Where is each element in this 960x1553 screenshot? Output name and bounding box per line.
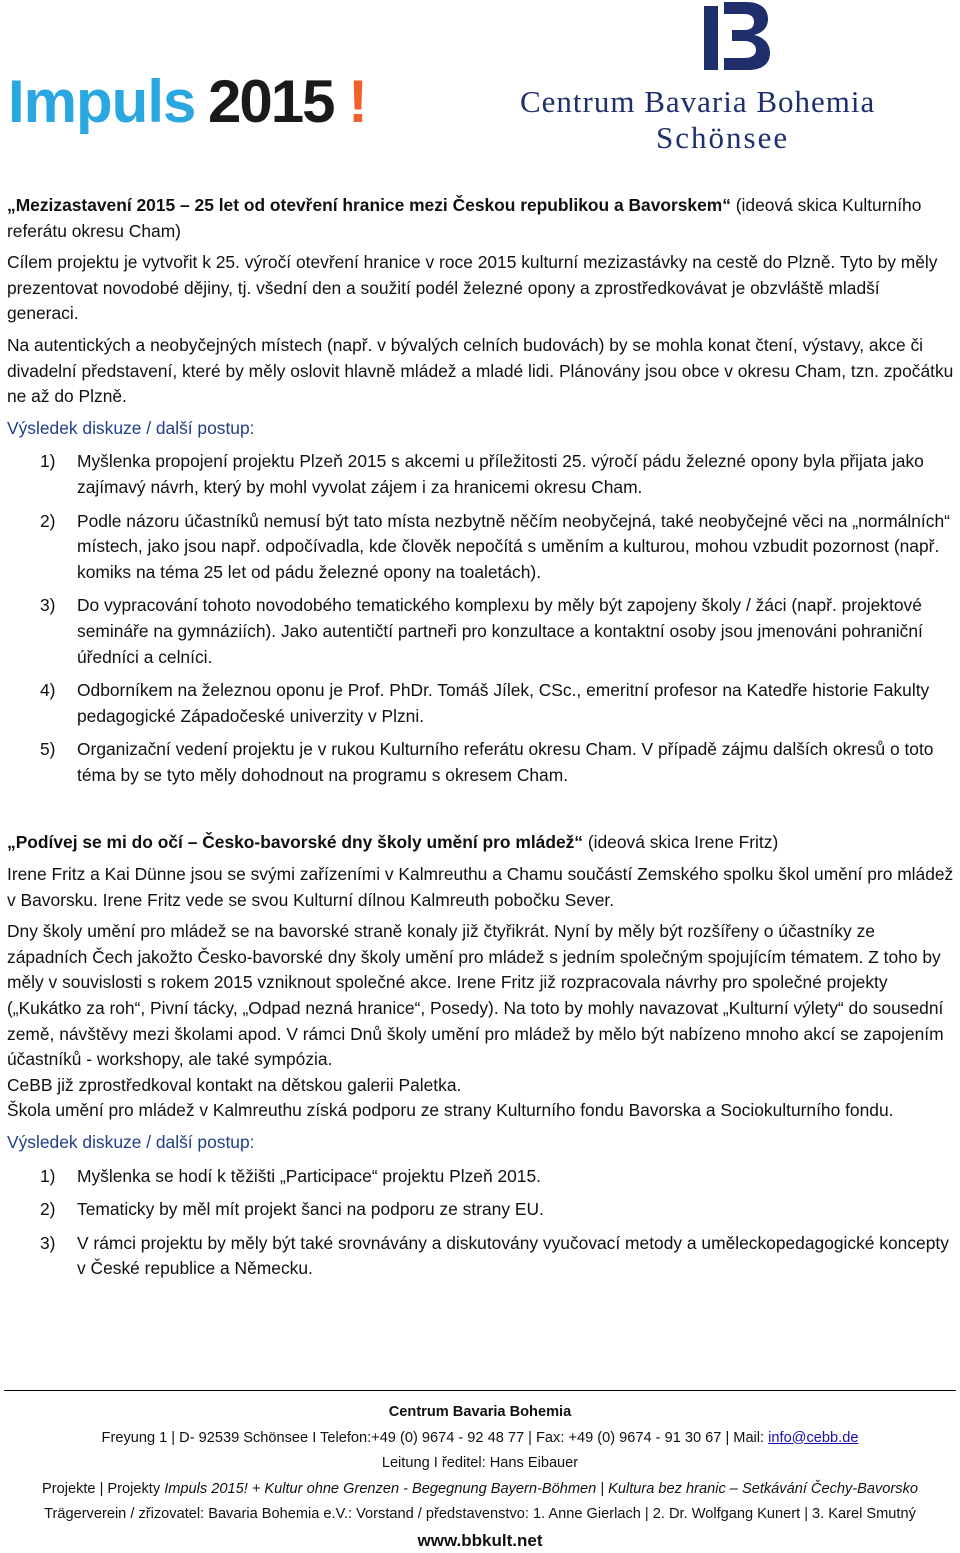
- section1-title: [7, 193, 955, 244]
- list-item: 2) Tematicky by měl mít projekt šanci na podporu ze strany EU.: [7, 1197, 955, 1223]
- footer: [0, 1400, 960, 1553]
- svg-text:!: !: [348, 70, 368, 134]
- impuls-2015-logo: [8, 70, 388, 134]
- section1-para1: Cílem projektu je vytvořit k 25. výročí otevření hranice v roce 2015 kulturní mezizastávky na cestě do Plzně. Tyto by měly prezentovat novodobé dějiny, tj. všední den a soužití podél železné opony a zprostředkovávat je obzvláště mladší generaci.: [7, 250, 955, 327]
- list-item: 2) Podle názoru účastníků nemusí být tato místa nezbytně něčím neobyčejná, také neobyčejné věci na „normálních“ místech, jako jsou např. odpočívadla, kde člověk nepočítá s uměním a kulturou, mohou vzbudit pozornost (např. komiks na téma 25 let od pádu železné opony na toaletách).: [7, 509, 955, 586]
- section2-para1: Irene Fritz a Kai Dünne jsou se svými zařízeními v Kalmreuthu a Chamu součástí Zemského spolku škol umění pro mládež v Bavorsku. Irene Fritz vede se svou Kulturní dílnou Kalmreuth pobočku Sever.: [7, 862, 955, 913]
- footer-projects: Projekte | Projekty Impuls 2015! + Kultur ohne Grenzen - Begegnung Bayern-Böhmen | Kultura bez hranic – Setkávání Čechy-Bavorsko: [0, 1477, 960, 1503]
- svg-text:Impuls: Impuls: [8, 70, 195, 134]
- section2-result-heading: Výsledek diskuze / další postup:: [7, 1130, 955, 1156]
- cebb-emblem-icon: [704, 2, 774, 72]
- section2-para4: Škola umění pro mládež v Kalmreuthu získá podporu ze strany Kulturního fondu Bavorska a Sociokulturního fondu.: [7, 1098, 955, 1124]
- section1-result-heading: Výsledek diskuze / další postup:: [7, 416, 955, 442]
- footer-address: Freyung 1 | D- 92539 Schönsee I Telefon:+49 (0) 9674 - 92 48 77 | Fax: +49 (0) 9674 - 91 30 67 | Mail: info@cebb.de: [0, 1426, 960, 1452]
- section2-title-note: (ideová skica Irene Fritz): [583, 832, 778, 852]
- list-item: 5) Organizační vedení projektu je v rukou Kulturního referátu okresu Cham. V případě zájmu dalších okresů o toto téma by se tyto měly dohodnout na programu s okresem Cham.: [7, 737, 955, 788]
- list-item: 3) Do vypracování tohoto novodobého tematického komplexu by měly být zapojeny školy / žáci (např. projektové semináře na gymnáziích). Jako autentičtí partneři pro konzultace a kontaktní osoby jsou jmenováni pohraniční úředníci a celníci.: [7, 593, 955, 670]
- footer-trager: Trägerverein / zřizovatel: Bavaria Bohemia e.V.: Vorstand / představenstvo: 1. Anne Gierlach | 2. Dr. Wolfgang Kunert | 3. Karel Smutný: [0, 1502, 960, 1528]
- list-item: 3) V rámci projektu by měly být také srovnávány a diskutovány vyučovací metody a uměleckopedagogické koncepty v České republice a Německu.: [7, 1231, 955, 1282]
- document-body: [7, 193, 955, 1290]
- section2-title: [7, 830, 955, 856]
- section2-para2: Dny školy umění pro mládež se na bavorské straně konaly již čtyřikrát. Nyní by měly být rozšířeny o účastníky ze západních Čech jakožto Česko-bavorské dny školy umění pro mládež s jedním společným spojujícím tématem. Z toho by měly v souvislosti s rokem 2015 vzniknout společné akce. Irene Fritz již rozpracovala návrhy pro společné projekty („Kukátko za roh“, Pivní tácky, „Odpad nezná hranice“, Posedy). Na toto by mohly navazovat „Kulturní výlety“ do sousední země, návštěvy mezi školami apod. V rámci Dnů školy umění pro mládež by mělo být nabízeno mnoho akcí se zapojením účastníků - workshopy, ale také sympózia.: [7, 919, 955, 1073]
- section1-result-list: [7, 449, 955, 788]
- section2-result-list: [7, 1164, 955, 1282]
- list-item: 1) Myšlenka propojení projektu Plzeň 2015 s akcemi u příležitosti 25. výročí pádu železné opony byla přijata jako zajímavý návrh, který by mohl vyvolat zájem i za hranicemi okresu Cham.: [7, 449, 955, 500]
- section1-para2: Na autentických a neobyčejných místech (např. v bývalých celních budovách) by se mohla konat čtení, výstavy, akce či divadelní představení, které by měly oslovit hlavně mládež a mladé lidi. Plánovány jsou obce v okresu Cham, tzn. zpočátku ne až do Plzně.: [7, 333, 955, 410]
- section1-title-note: (ideová skica Kulturního referátu okresu Cham): [7, 195, 921, 241]
- cebb-logo-line2: Schönsee: [656, 120, 789, 156]
- list-item: 1) Myšlenka se hodí k těžišti „Participace“ projektu Plzeň 2015.: [7, 1164, 955, 1190]
- footer-website-link[interactable]: www.bbkult.net: [0, 1528, 960, 1553]
- footer-org: Centrum Bavaria Bohemia: [0, 1400, 960, 1426]
- section1-title-bold: „Mezizastavení 2015 – 25 let od otevření hranice mezi Českou republikou a Bavorskem“: [7, 195, 731, 215]
- footer-divider: [4, 1390, 956, 1391]
- section2-title-bold: „Podívej se mi do očí – Česko-bavorské dny školy umění pro mládež“: [7, 832, 583, 852]
- cebb-logo: [520, 0, 960, 160]
- footer-director: Leitung I ředitel: Hans Eibauer: [0, 1451, 960, 1477]
- svg-text:2015: 2015: [208, 70, 334, 134]
- list-item: 4) Odborníkem na železnou oponu je Prof. PhDr. Tomáš Jílek, CSc., emeritní profesor na Katedře historie Fakulty pedagogické Západočeské univerzity v Plzni.: [7, 678, 955, 729]
- cebb-logo-line1: Centrum Bavaria Bohemia: [520, 84, 960, 120]
- footer-email-link[interactable]: info@cebb.de: [768, 1430, 858, 1446]
- section2-para3: CeBB již zprostředkoval kontakt na dětskou galerii Paletka.: [7, 1073, 955, 1099]
